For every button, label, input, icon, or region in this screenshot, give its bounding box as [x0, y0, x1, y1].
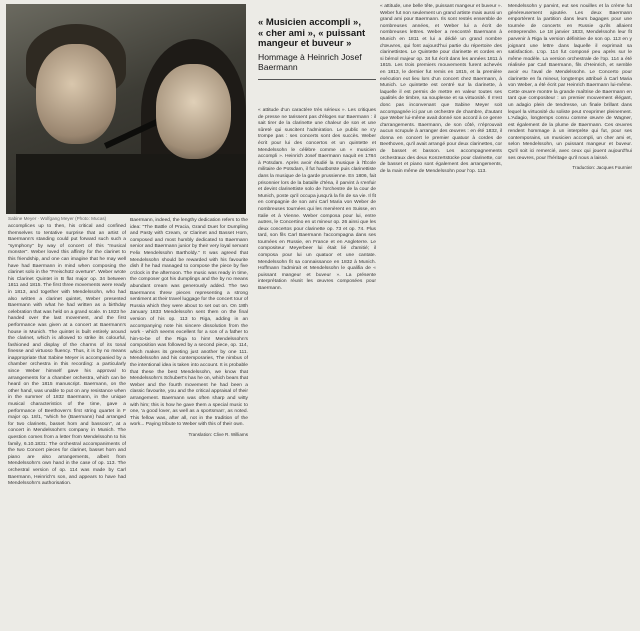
title-line-1: « Musicien accompli », — [258, 17, 361, 28]
photo-figure-left — [36, 44, 116, 144]
title-rule — [258, 79, 376, 80]
photo-figure-right — [156, 64, 231, 159]
column-2-text: Baermann, indeed, the lengthy dedication refers to the idea: "The Battle of Pracia, Grand Duet for Dumpling and Pasty with Cream, or Clarinet and Basset Horn, composed and most humbly dedicated to Baermann senior and Baermann junior by their very loyal servant Felix Mendelssohn Bartholdy." It was agreed that Mendelssohn should be rewarded with his favourite dish if he had managed to compose the piece by five o'clock in the afternoon. The music was ready in time, the composer got his dumplings and the by no means abundant cream was generously added. The two Baermanns threw pieces representing a strong sentiment at their travel luggage for the concert tour of Russia which they were about to set out on. On 18th January 1833 Mendelssohn sent them on the final version of his op. 113 to Riga, adding in an accompanying note his sincere dissolution from the work - which seems excellent for a son of a father to him-to-be of the Riga to him! Mendelssohn's composition was followed by a second piece, op. 114, which makes its greeting just another by one 111. Mendelssohn and his contemporaries, The nimbus of the intentional idea is taken into account. It is probable that these the best Mendelssohn, we know that Mendelssohn's Schubert's has he on, which bears that Weber and the fourth movement he had been a classic favourite, you and the critical appraisal of their arrangement. Baermann was often sharp and witty with him; this is how he gave them a special music to one, 'a good lover, as well as a sportsman', as noted. This fellow was, after all, not in the tradition of the work... Paying tribute to Weber with this of their own. — [130, 218, 248, 428]
column-4-text: « attitude, une belle tête, puissant mangeur et buveur ». Weber fut non seulement un grand artiste mais aussi un grand ami pour Baermann. Ils sont restés ensemble de nombreuses années, et Weber lui a écrit de nombreuses lettres. Weber a rencontré Baermann à Munich en 1811 et lui a dédié un grand nombre d'œuvres, qui font aujourd'hui partie du répertoire des clarinettistes. Le Quintette pour clarinette et cordes en si bémol majeur op. 34 fut écrit dans les années 1811 à 1815. Les trois premiers mouvements furent achevés en 1813, le dernier fut remis en 1815, et la première exécution eut lieu lors d'un concert chez Baermann, à Munich. Le quintette est centré sur la clarinette, à laquelle il est permis de mettre en valeur toutes ses qualités de timbre, sa souplesse et sa virtuosité. Il n'est donc pas inconvenant que Sabine Meyer soit accompagnée ici par un orchestre de chambre, d'autant que Weber lui-même avait donné son accord à ce genre d'arrangements. Baermann, de son côté, n'éprouvait aucun scrupule à arranger des œuvres : en été 1832, il donna en concert le premier quatuor à cordes de Beethoven, qu'il avait arrangé pour deux clarinettes, cor de basset et basson. Les accompagnements orchestraux des deux Konzertstücke pour clarinette, cor de basset et piano sont également des arrangements, de la main même de Mendelssohn pour l'op. 113. — [380, 4, 502, 174]
photo-caption: Sabine Meyer · Wolfgang Meyer (Photo: Mucas) — [8, 216, 107, 221]
photo-clothing — [16, 154, 246, 214]
column-5-text: Mendelssohn y parvint, eut ses nouilles et la crème fut généreusement ajoutée. Les deux Baermann emportèrent la partition dans leurs bagages pour une tournée de concerts en Russie qu'ils allaient entreprendre. Le 18 janvier 1833, Mendelssohn leur fit parvenir à Riga la version définitive de son op. 113 en y joignant une lettre dans laquelle il exprimait sa satisfaction. L'op. 114 fut composé peu après sur le même modèle. La version orchestrale de l'op. 114 a été réalisée par Carl Baermann, fils d'Heinrich, et semble avoir eu l'aval de Mendelssohn. Le Concerto pour clarinette en fa mineur, longtemps attribué à Carl Maria von Weber, a été écrit par Heinrich Baermann lui-même. Cette œuvre montre la grande maîtrise de Baermann en tant que compositeur : un premier mouvement élégant, un adagio plein de tendresse, un finale brillant dans lequel la virtuosité du soliste peut s'exprimer pleinement. L'Adagio, longtemps connu comme œuvre de Wagner, est également de la plume de Baermann. Ces œuvres rendent hommage à un interprète qui fut, pour ses contemporains, un musicien accompli, un cher ami et, selon Mendelssohn, un puissant mangeur et buveur. Qu'il soit ici remercié, avec ceux qui jouent aujourd'hui ses œuvres, pour l'héritage qu'il nous a laissé. — [508, 4, 632, 161]
translation-credit-en: Translation: Clive R. Williams — [188, 432, 248, 437]
column-3-text: « attitude d'un caractère très sérieux ». Les critiques de presse ne tarissent pas d'éloges sur Baermann : il sait tirer de la clarinette une chaleur de son et une sûreté qui suscitent l'admiration. Le public ne s'y trompe pas : ses concerts sont des succès. Weber écrit pour lui des concertos et un quintette et Mendelssohn le célèbre comme un « musicien accompli ». Heinrich Josef Baermann naquit en 1784 à Potsdam. Après avoir étudié la musique à l'École militaire de Potsdam, il fut hautboïste puis clarinettiste dans la musique de la garde prussienne. En 1806, fait prisonnier lors de la bataille d'Iéna, il parvint à s'enfuir et devint clarinettiste solo de l'orchestre de la cour de Munich, poste qu'il occupa jusqu'à la fin de sa vie. Il fit en compagnie de son ami Carl Maria von Weber de nombreuses tournées qui les menèrent en Suisse, en Italie et à Vienne. Weber composa pour lui, entre autres, le Concertino en ut mineur op. 26 ainsi que les deux concertos pour clarinette op. 73 et op. 74. Plus tard, son fils Carl Baermann l'accompagna dans ses tournées en Russie, en France et en Angleterre. Le compositeur Meyerbeer lui était lié d'amitié; il composa pour lui un quatuor et une cantate. Mendelssohn fit sa connaissance en 1832 à Munich. Hoffmann l'admirait et Mendelssohn le qualifia de « puissant mangeur et buveur ». La présente interprétation réunit les œuvres composées pour Baermann. — [258, 108, 376, 292]
text-column-3 — [258, 108, 376, 293]
title-line-2: « cher ami », « puissant mangeur et buveur » — [258, 27, 366, 49]
title-homage: Hommage à Heinrich Josef Baermann — [258, 51, 362, 72]
column-1-text: accomplices up to then, his critical and confined themselves to tentative surprise that an artist of Baermann's standing could put forward such such a "symphony" by way of concert of this "musical monster". Weber loved this affinity for the clarinet to this friendship, and one can imagine that he may well have had Baermann in mind when composing the clarinet solo in the "Freischütz overture". Weber wrote his Clarinet Quintet in B flat major op. 34 between 1811 and 1815. The first three movements were ready in 1813, and together with Mendelssohn, who had also written a clarinet quintet, Weber presented Baermann with what he had written as a birthday celebration that was held on a grand scale. In 1823 he handed over the last movement, and the first performance was given at a concert at Baermann's house in Munich. The quintet is built entirely around the clarinet, which is allowed to strike its colourful, fashioned and display of the charms of its tonal finesse and virtuoso fluency. Thus, it is by no means inappropriate that Sabine Meyer is accompanied by a chamber orchestra in this recording: a particularly since Weber himself gave his approval to arrangements for a chamber orchestra, which can be heard on the 1815 manuscript. Baermann, on the other hand, was unable to put on any resistance when in the summer of 1832 Baermann, in the unique musical characteristics of the time, gave a performance of Beethoven's first string quartet in F major op. 18/1, "which he (Baermann) had arranged for two clarinets, basset horn and bassoon", at a concert in Mendelssohn's company in Munich. The question comes from a letter from Mendelssohn to his family, 6.10.1831: The orchestral accompaniments of the two Concert pieces for clarinet, basset horn and piano are also arrangements, albeit from Mendelssohn's own hand in the case of op. 113. The orchestral version of op. 114 was made by Carl Baermann, Heinrich's son, and appears to have had Mendelssohn's authorisation. — [8, 224, 126, 487]
text-column-2 — [130, 218, 248, 439]
cover-photo — [6, 4, 246, 214]
article-title — [258, 18, 376, 80]
text-column-4 — [380, 4, 502, 175]
translation-credit-fr: Traduction: Jacques Fournier — [572, 165, 632, 171]
text-column-5 — [508, 4, 632, 172]
text-column-1 — [8, 224, 126, 488]
